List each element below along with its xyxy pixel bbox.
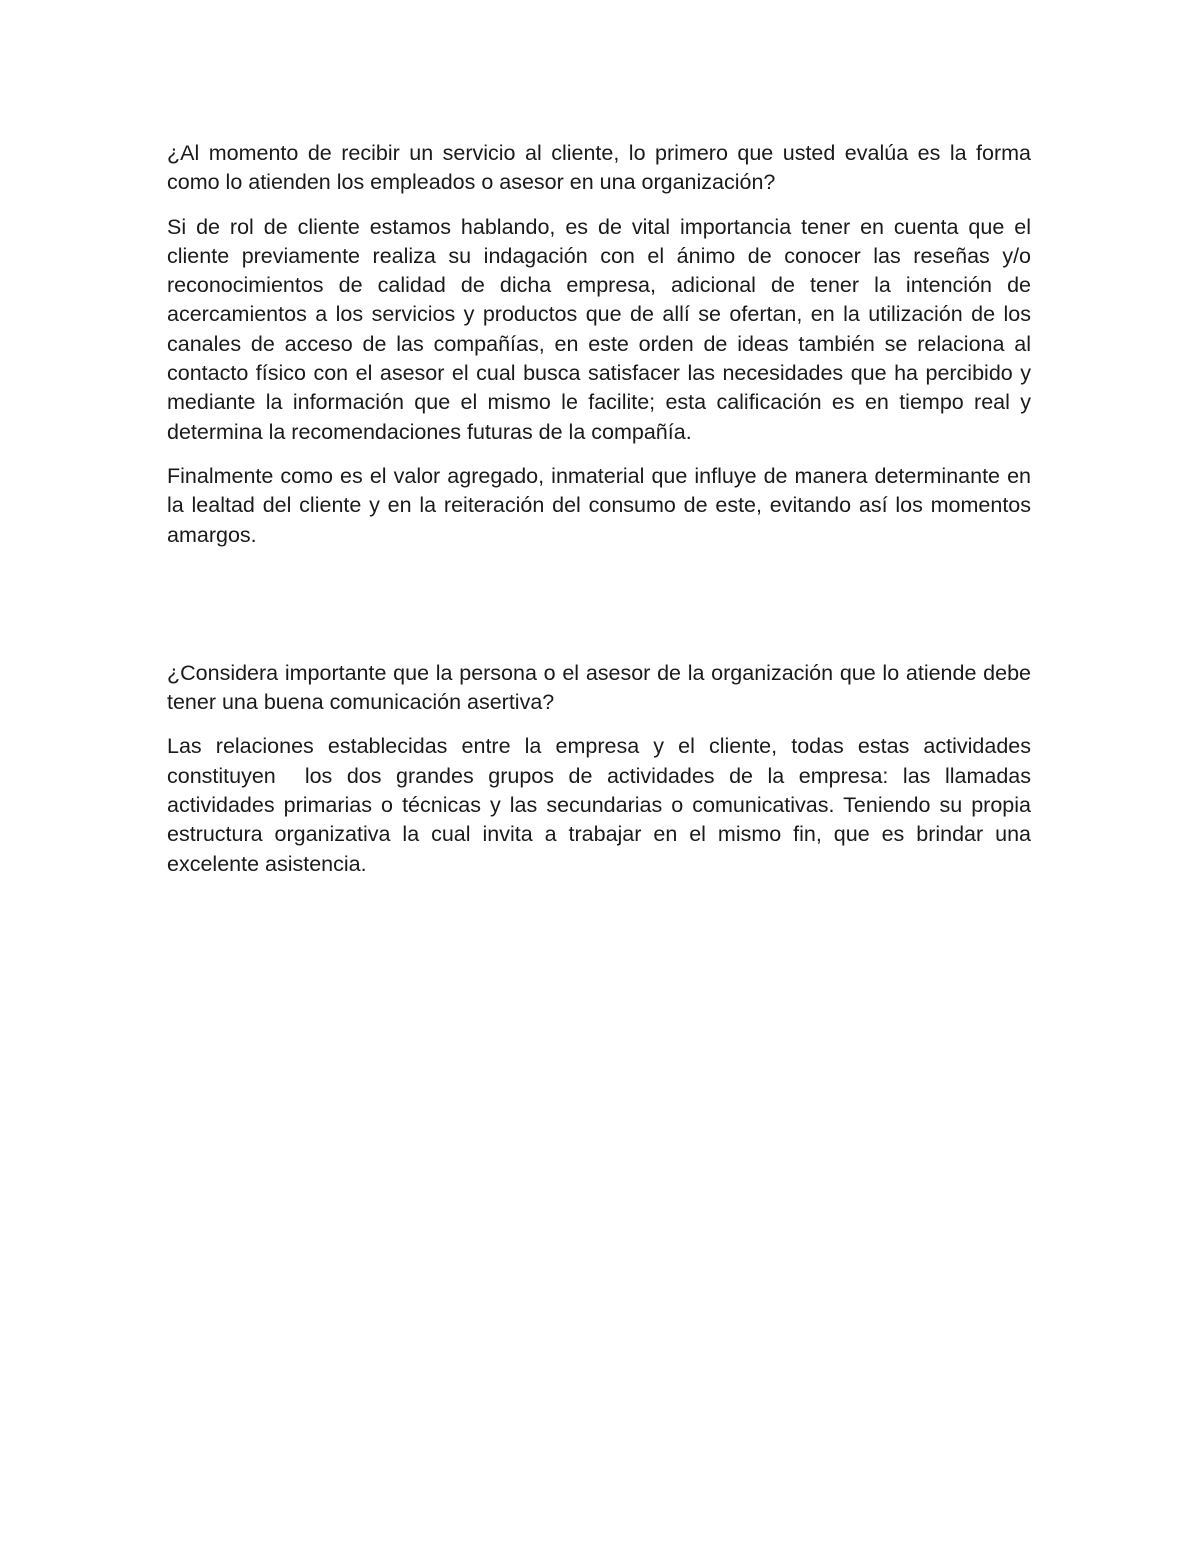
answer-1-paragraph-2: Finalmente como es el valor agregado, inmaterial que influye de manera determinante en la lealtad del cliente y en la reiteración del consumo de este, evitando así los momentos amargos. — [167, 463, 1037, 547]
section-spacer — [167, 565, 1031, 659]
document-body — [167, 139, 1037, 894]
answer-1-paragraph-1: Si de rol de cliente estamos hablando, es de vital importancia tener en cuenta que el cliente previamente realiza su indagación con el ánimo de conocer las reseñas y/o reconocimientos de calidad de dicha empresa, adicional de tener la intención de acercamientos a los servicios y productos que de allí se ofertan, en la utilización de los canales de acceso de las compañías, en este orden de ideas también se relaciona al contacto físico con el asesor el cual busca satisfacer las necesidades que ha percibido y mediante la información que el mismo le facilite; esta calificación es en tiempo real y determina la recomendaciones futuras de la compañía. — [167, 214, 1037, 444]
question-1: ¿Al momento de recibir un servicio al cliente, lo primero que usted evalúa es la forma como lo atienden los empleados o asesor en una organización? — [167, 141, 1037, 195]
answer-2-paragraph-1: Las relaciones establecidas entre la empresa y el cliente, todas estas actividades constituyen los dos grandes grupos de actividades de la empresa: las llamadas actividades primarias o técnicas y las secundarias o comunicativas. Teniendo su propia estructura organizativa la cual invita a trabajar en el mismo fin, que es brindar una excelente asistencia. — [167, 734, 1037, 876]
question-2: ¿Considera importante que la persona o el asesor de la organización que lo atiende debe tener una buena comunicación asertiva? — [167, 660, 1037, 715]
